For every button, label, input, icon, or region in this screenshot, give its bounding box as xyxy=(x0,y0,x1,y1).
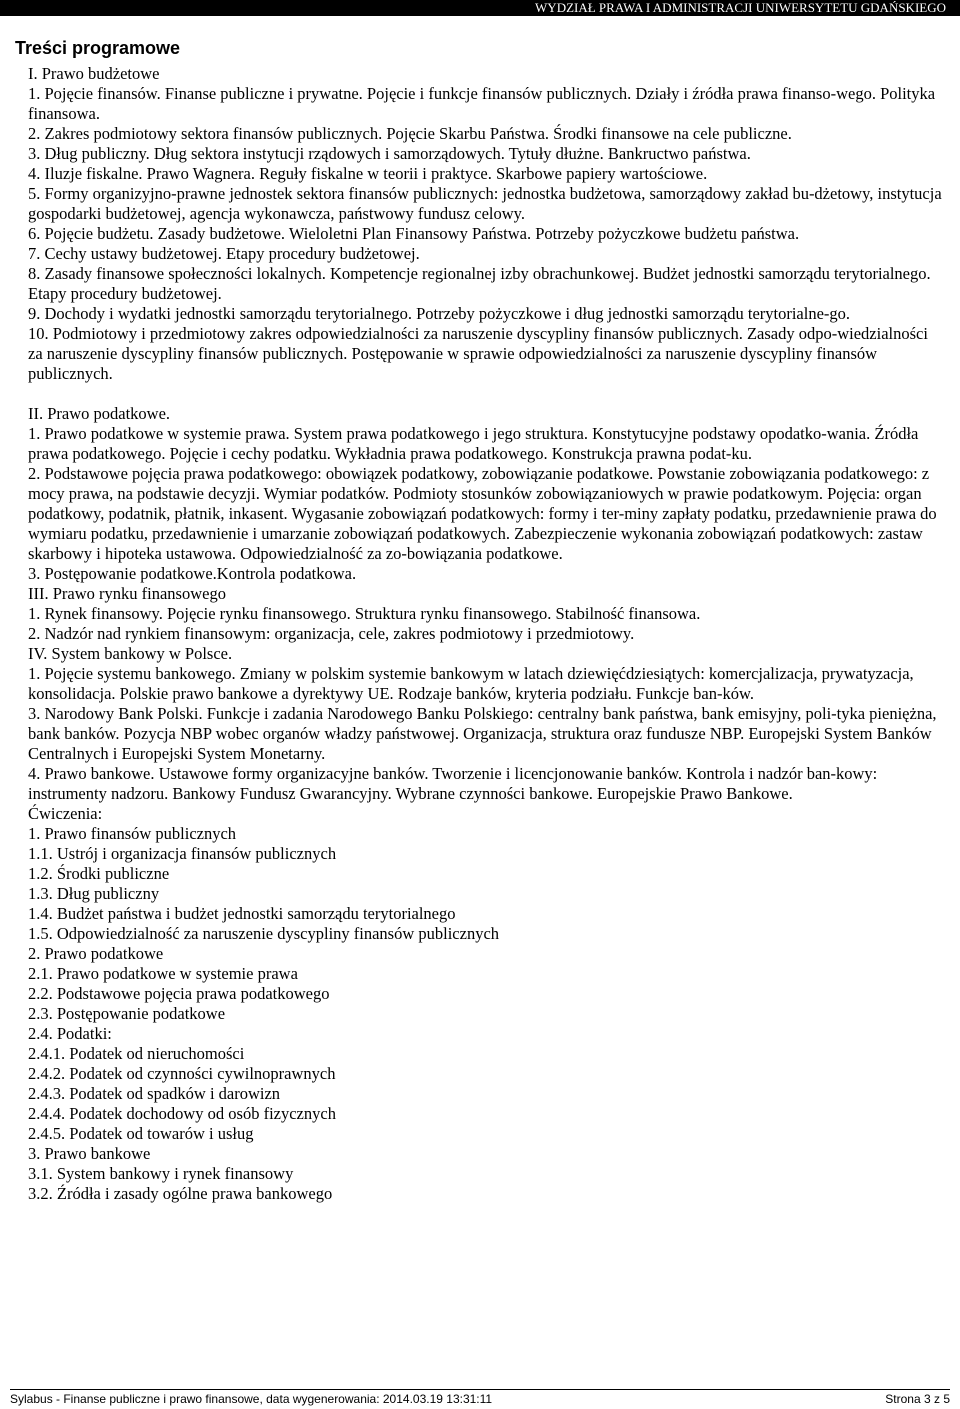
paragraph: 7. Cechy ustawy budżetowej. Etapy procedury budżetowej. xyxy=(28,244,420,263)
list-item: 1.3. Dług publiczny xyxy=(28,884,160,903)
list-item: 1.5. Odpowiedzialność za naruszenie dyscypliny finansów publicznych xyxy=(28,924,500,943)
list-item: 2. Prawo podatkowe xyxy=(28,944,164,963)
section-heading: Ćwiczenia: xyxy=(28,804,103,823)
list-item: 2.1. Prawo podatkowe w systemie prawa xyxy=(28,964,298,983)
list-item: 2.4. Podatki: xyxy=(28,1024,112,1043)
paragraph: 8. Zasady finansowe społeczności lokalnych. Kompetencje regionalnej izby obrachunkowej. Budżet jednostki samorządu terytorialnego. Etapy procedury budżetowej. xyxy=(28,264,931,303)
list-item: 2.4.2. Podatek od czynności cywilnoprawnych xyxy=(28,1064,336,1083)
paragraph: 3. Postępowanie podatkowe.Kontrola podatkowa. xyxy=(28,564,357,583)
paragraph: 3. Narodowy Bank Polski. Funkcje i zadania Narodowego Banku Polskiego: centralny bank państwa, bank emisyjny, poli-tyka pieniężna, bank banków. Pozycja NBP wobec organów władzy państwowej. Organizacja, struktura oraz fundusze NBP. Europejski System Banków Centralnych i Europejski System Monetarny. xyxy=(28,704,937,763)
list-item: 2.2. Podstawowe pojęcia prawa podatkowego xyxy=(28,984,330,1003)
paragraph: 10. Podmiotowy i przedmiotowy zakres odpowiedzialności za naruszenie dyscypliny finansów publicznych. Zasady odpo-wiedzialności za naruszenie dyscypliny finansów publicznych. Postępowanie w sprawie odpowiedzialności za naruszenie dyscypliny finansów publicznych. xyxy=(28,324,928,383)
paragraph: 1. Pojęcie systemu bankowego. Zmiany w polskim systemie bankowym w latach dziewięćdziesiątych: komercjalizacja, prywatyzacja, konsolidacja. Polskie prawo bankowe a dyrektywy UE. Rodzaje banków, kryteria podziału. Funkcje ban-ków. xyxy=(28,664,914,703)
paragraph: 2. Zakres podmiotowy sektora finansów publicznych. Pojęcie Skarbu Państwa. Środki finansowe na cele publiczne. xyxy=(28,124,792,143)
paragraph: 3. Dług publiczny. Dług sektora instytucji rządowych i samorządowych. Tytuły dłużne. Bankructwo państwa. xyxy=(28,144,751,163)
paragraph: 4. Prawo bankowe. Ustawowe formy organizacyjne banków. Tworzenie i licencjonowanie banków. Kontrola i nadzór ban-kowy: instrumenty nadzoru. Bankowy Fundusz Gwarancyjny. Wybrane czynności bankowe. Europejskie Prawo Bankowe. xyxy=(28,764,878,803)
paragraph: 1. Prawo podatkowe w systemie prawa. System prawa podatkowego i jego struktura. Konstytucyjne podstawy opodatko-wania. Źródła prawa podatkowego. Pojęcie i cechy podatku. Wykładnia prawa podatkowego. Konstrukcja prawna podat-ku. xyxy=(28,424,919,463)
section-heading: II. Prawo podatkowe. xyxy=(28,404,171,423)
paragraph: 1. Pojęcie finansów. Finanse publiczne i prywatne. Pojęcie i funkcje finansów publicznych. Działy i źródła prawa finanso-wego. Polityka finansowa. xyxy=(28,84,936,123)
list-item: 2.4.3. Podatek od spadków i darowizn xyxy=(28,1084,281,1103)
list-item: 2.4.4. Podatek dochodowy od osób fizycznych xyxy=(28,1104,336,1123)
list-item: 3.2. Źródła i zasady ogólne prawa bankowego xyxy=(28,1184,333,1203)
footer-document-info: Sylabus - Finanse publiczne i prawo finansowe, data wygenerowania: 2014.03.19 13:31:11 xyxy=(10,1392,493,1406)
list-item: 3. Prawo bankowe xyxy=(28,1144,151,1163)
paragraph: 9. Dochody i wydatki jednostki samorządu terytorialnego. Potrzeby pożyczkowe i dług jednostki samorządu terytorialne-go. xyxy=(28,304,851,323)
list-item: 2.4.5. Podatek od towarów i usług xyxy=(28,1124,254,1143)
paragraph: 1. Rynek finansowy. Pojęcie rynku finansowego. Struktura rynku finansowego. Stabilność finansowa. xyxy=(28,604,701,623)
paragraph: 5. Formy organizyjno-prawne jednostek sektora finansów publicznych: jednostka budżetowa, samorządowy zakład bu-dżetowy, instytucja gospodarki budżetowej, agencja wykonawcza, państwowy fundusz celowy. xyxy=(28,184,942,223)
list-item: 1.4. Budżet państwa i budżet jednostki samorządu terytorialnego xyxy=(28,904,456,923)
paragraph: 6. Pojęcie budżetu. Zasady budżetowe. Wieloletni Plan Finansowy Państwa. Potrzeby pożyczkowe budżetu państwa. xyxy=(28,224,800,243)
list-item: 2.3. Postępowanie podatkowe xyxy=(28,1004,226,1023)
section-heading: III. Prawo rynku finansowego xyxy=(28,584,226,603)
header-institution: WYDZIAŁ PRAWA I ADMINISTRACJI UNIWERSYTETU GDAŃSKIEGO xyxy=(0,0,960,16)
paragraph: 4. Iluzje fiskalne. Prawo Wagnera. Reguły fiskalne w teorii i praktyce. Skarbowe papiery wartościowe. xyxy=(28,164,708,183)
page-number: Strona 3 z 5 xyxy=(885,1392,950,1406)
page-footer xyxy=(10,1389,950,1408)
list-item: 1.2. Środki publiczne xyxy=(28,864,170,883)
paragraph: 2. Nadzór nad rynkiem finansowym: organizacja, cele, zakres podmiotowy i przedmiotowy. xyxy=(28,624,635,643)
section-title: Treści programowe xyxy=(15,38,181,58)
list-item: 1. Prawo finansów publicznych xyxy=(28,824,237,843)
section-heading: IV. System bankowy w Polsce. xyxy=(28,644,233,663)
syllabus-content xyxy=(28,64,946,1204)
paragraph: 2. Podstawowe pojęcia prawa podatkowego: obowiązek podatkowy, zobowiązanie podatkowe. Powstanie zobowiązania podatkowego: z mocy prawa, na podstawie decyzji. Wymiar podatków. Podmioty stosunków zobowiązaniowych w prawie podatkowym. Pojęcia: organ podatkowy, podatnik, płatnik, inkasent. Wygasanie zobowiązań podatkowych: formy i ter-miny zapłaty podatku, przedawnienie prawa do wymiaru podatku, przedawnienie i umarzanie zobowiązań podatkowych. Zabezpieczenie wykonania zobowiązań podatkowych: zastaw skarbowy i hipoteka ustawowa. Odpowiedzialność za zo-bowiązania podatkowe. xyxy=(28,464,937,563)
paragraph: I. Prawo budżetowe xyxy=(28,64,160,83)
list-item: 2.4.1. Podatek od nieruchomości xyxy=(28,1044,245,1063)
list-item: 3.1. System bankowy i rynek finansowy xyxy=(28,1164,294,1183)
list-item: 1.1. Ustrój i organizacja finansów publicznych xyxy=(28,844,337,863)
